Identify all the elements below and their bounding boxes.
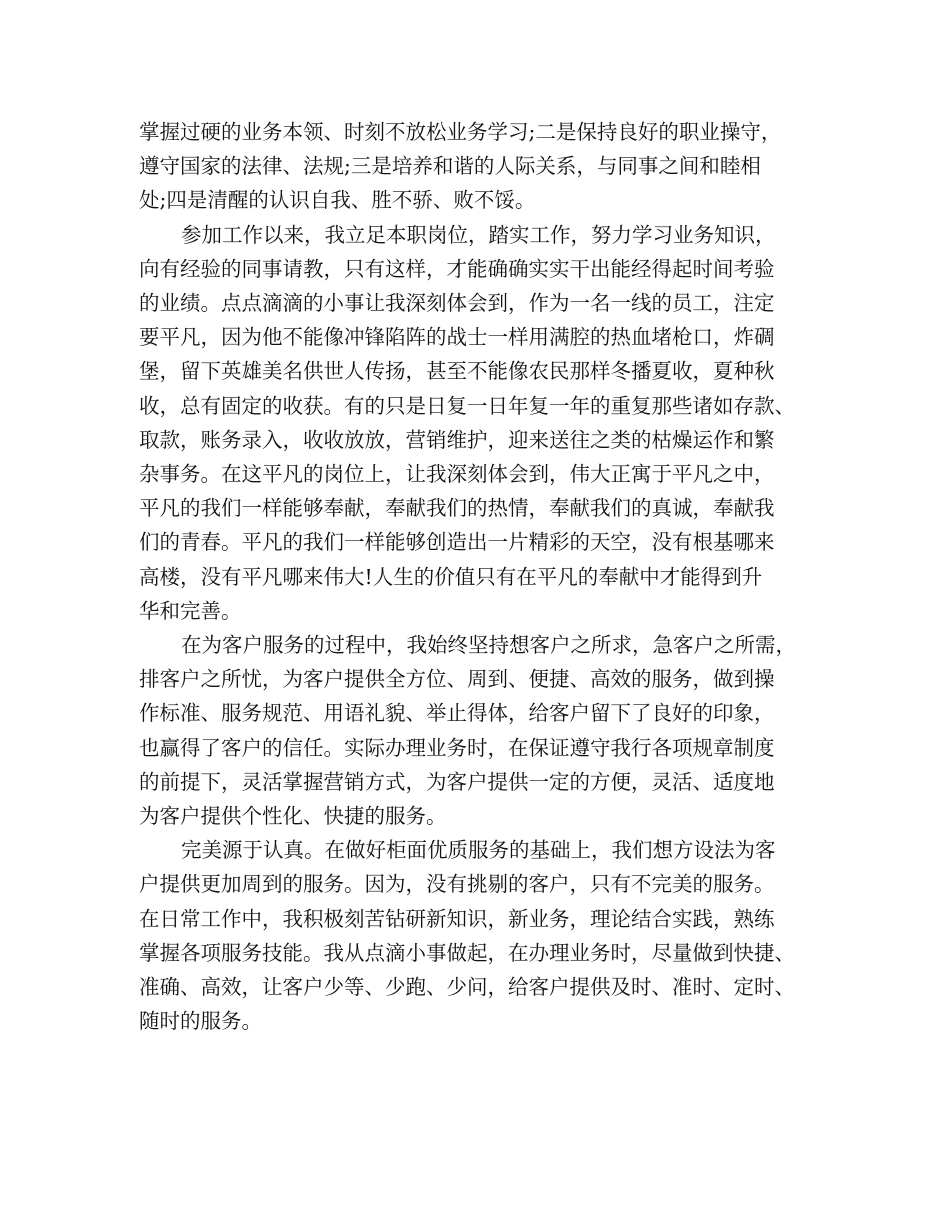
paragraph-first-line: 参加工作以来，我立足本职岗位，踏实工作，努力学习业务知识， xyxy=(181,222,776,247)
text-line: 准确、高效，让客户少等、少跑、少问，给客户提供及时、准时、定时、 xyxy=(139,975,795,1000)
text-line: 华和完善。 xyxy=(139,598,242,623)
text-line: 向有经验的同事请教，只有这样，才能确确实实干出能经得起时间考验 xyxy=(139,256,775,281)
text-line: 的业绩。点点滴滴的小事让我深刻体会到，作为一名一线的员工，注定 xyxy=(139,291,775,316)
text-line: 随时的服务。 xyxy=(139,1009,262,1034)
text-line: 掌握过硬的业务本领、时刻不放松业务学习;二是保持良好的职业操守， xyxy=(139,120,782,144)
text-line: 为客户提供个性化、快捷的服务。 xyxy=(139,804,447,829)
text-line: 收，总有固定的收获。有的只是日复一日年复一年的重复那些诸如存款、 xyxy=(139,393,795,418)
text-line: 在日常工作中，我积极刻苦钻研新知识，新业务，理论结合实践，熟练 xyxy=(139,906,775,931)
text-line: 处;四是清醒的认识自我、胜不骄、败不馁。 xyxy=(139,188,536,213)
text-line: 堡，留下英雄美名供世人传扬，甚至不能像农民那样冬播夏收，夏种秋 xyxy=(139,359,775,384)
text-line: 遵守国家的法律、法规;三是培养和谐的人际关系，与同事之间和睦相 xyxy=(139,154,761,179)
text-line: 作标准、服务规范、用语礼貌、举止得体，给客户留下了良好的印象， xyxy=(139,701,775,726)
text-line: 要平凡，因为他不能像冲锋陷阵的战士一样用满腔的热血堵枪口，炸碉 xyxy=(139,325,775,350)
text-line: 的前提下，灵活掌握营销方式，为客户提供一定的方便，灵活、适度地 xyxy=(139,769,775,794)
document-body-text xyxy=(139,115,829,1038)
text-line: 也赢得了客户的信任。实际办理业务时，在保证遵守我行各项规章制度 xyxy=(139,735,775,760)
text-line: 杂事务。在这平凡的岗位上，让我深刻体会到，伟大正寓于平凡之中， xyxy=(139,462,775,487)
paragraph-first-line: 在为客户服务的过程中，我始终坚持想客户之所求，急客户之所需， xyxy=(181,633,796,658)
text-line: 们的青春。平凡的我们一样能够创造出一片精彩的天空，没有根基哪来 xyxy=(139,530,775,555)
paragraph-first-line: 完美源于认真。在做好柜面优质服务的基础上，我们想方设法为客 xyxy=(181,838,776,863)
text-line: 掌握各项服务技能。我从点滴小事做起，在办理业务时，尽量做到快捷、 xyxy=(139,940,795,965)
text-line: 高楼，没有平凡哪来伟大!人生的价值只有在平凡的奉献中才能得到升 xyxy=(139,564,763,589)
text-line: 平凡的我们一样能够奉献，奉献我们的热情，奉献我们的真诚，奉献我 xyxy=(139,496,775,521)
text-line: 户提供更加周到的服务。因为，没有挑剔的客户，只有不完美的服务。 xyxy=(139,872,775,897)
text-line: 取款，账务录入，收收放放，营销维护，迎来送往之类的枯燥运作和繁 xyxy=(139,427,775,452)
text-line: 排客户之所忧，为客户提供全方位、周到、便捷、高效的服务，做到操 xyxy=(139,667,775,692)
